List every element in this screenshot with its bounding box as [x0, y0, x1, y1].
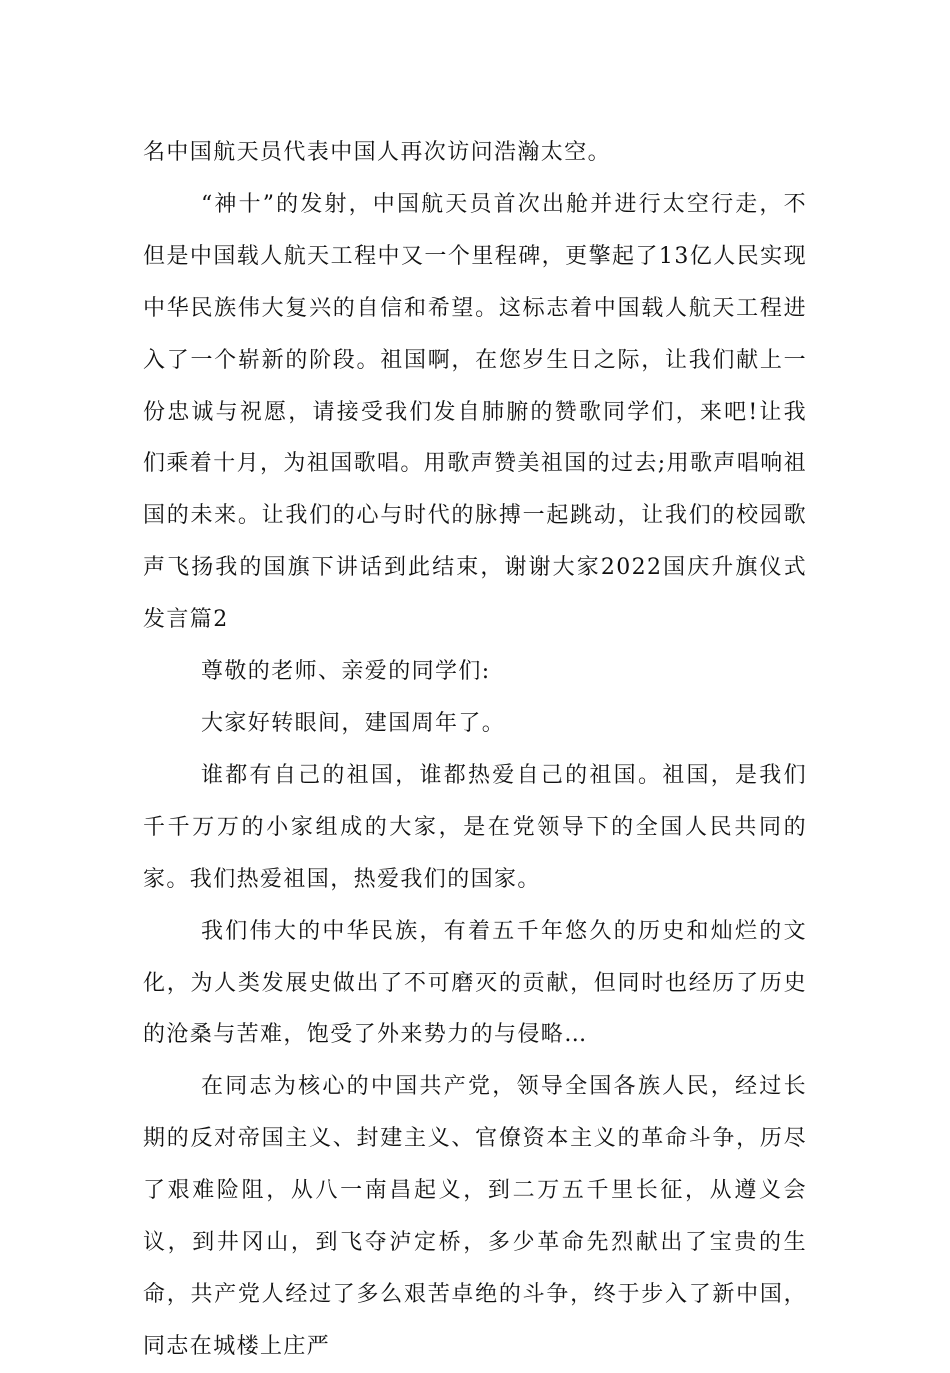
paragraph-greeting: 大家好转眼间，建国周年了。: [201, 710, 506, 736]
paragraph-shenshi-launch: “神十”的发射，中国航天员首次出舱并进行太空行走，不但是中国载人航天工程中又一个里程碑，更擎起了13亿人民实现中华民族伟大复兴的自信和希望。这标志着中国载人航天工程进入了一个崭新的阶段。祖国啊，在您岁生日之际，让我们献上一份忠诚与祝愿，请接受我们发自肺腑的赞歌同学们，来吧!让我们乘着十月，为祖国歌唱。用歌声赞美祖国的过去;用歌声唱响祖国的未来。让我们的心与时代的脉搏一起跳动，让我们的校园歌声飞扬我的国旗下讲话到此结束，谢谢大家2022国庆升旗仪式发言篇2: [143, 191, 808, 633]
paragraph-salutation: 尊敬的老师、亲爱的同学们:: [201, 659, 491, 685]
paragraph-motherland: 谁都有自己的祖国，谁都热爱自己的祖国。祖国，是我们千千万万的小家组成的大家，是在党领导下的全国人民共同的家。我们热爱祖国，热爱我们的国家。: [143, 762, 807, 892]
paragraph-history: 我们伟大的中华民族，有着五千年悠久的历史和灿烂的文化，为人类发展史做出了不可磨灭的贡献，但同时也经历了历史的沧桑与苦难，饱受了外来势力的与侵略…: [143, 918, 807, 1048]
paragraph-continuation: 名中国航天员代表中国人再次访问浩瀚太空。: [143, 140, 612, 165]
document-body: [143, 127, 807, 1373]
paragraph-revolution: 在同志为核心的中国共产党，领导全国各族人民，经过长期的反对帝国主义、封建主义、官僚资本主义的革命斗争，历尽了艰难险阻，从八一南昌起义，到二万五千里长征，从遵义会议，到井冈山，到飞夺泸定桥，多少革命先烈献出了宝贵的生命，共产党人经过了多么艰苦卓绝的斗争，终于步入了新中国，同志在城楼上庄严: [143, 1074, 807, 1359]
